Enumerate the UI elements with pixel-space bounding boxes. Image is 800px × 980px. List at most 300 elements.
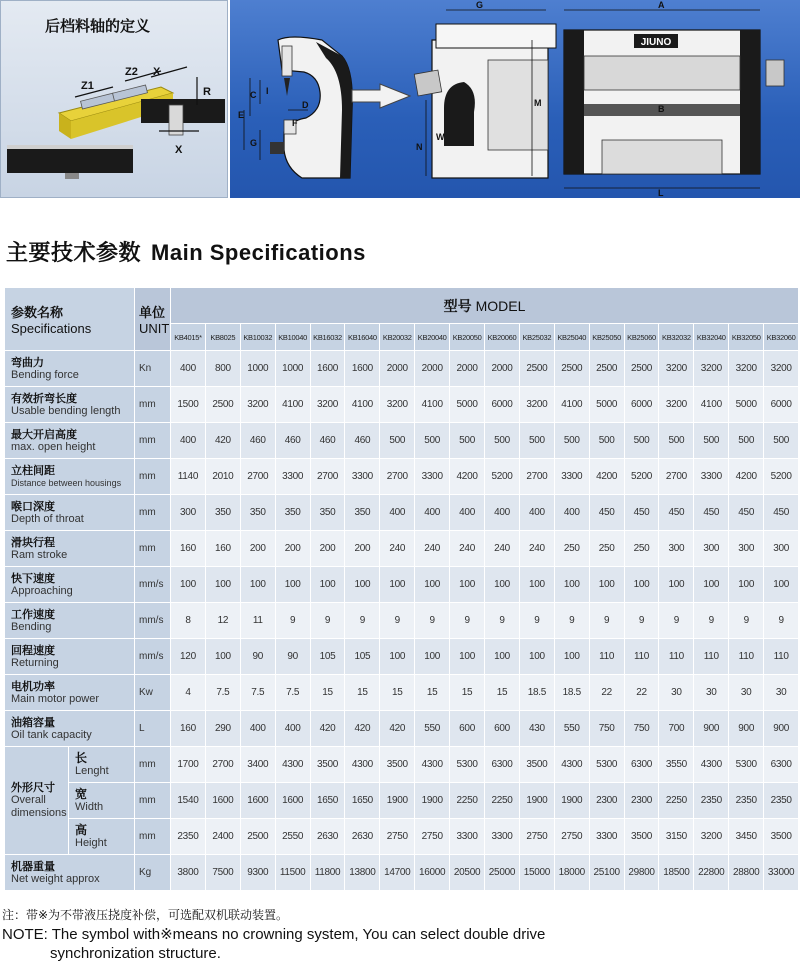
model-code: KB20050 [450, 324, 485, 351]
spec-value: 4200 [450, 459, 485, 495]
unit-cell: mm [135, 495, 171, 531]
unit-cell: mm [135, 387, 171, 423]
spec-value: 100 [624, 567, 659, 603]
spec-value: 9 [310, 603, 345, 639]
spec-value: 240 [485, 531, 520, 567]
model-code: KB32032 [659, 324, 694, 351]
spec-value: 9 [485, 603, 520, 639]
spec-value: 600 [450, 711, 485, 747]
note-zh: 注：带※为不带液压挠度补偿，可选配双机联动装置。 [2, 908, 289, 922]
spec-value: 4200 [729, 459, 764, 495]
spec-value: 500 [485, 423, 520, 459]
spec-value: 1900 [554, 783, 589, 819]
spec-row [5, 855, 799, 891]
spec-value: 3500 [310, 747, 345, 783]
dim-label-b: B [658, 104, 665, 114]
spec-value: 100 [310, 567, 345, 603]
spec-value: 420 [310, 711, 345, 747]
model-header: 型号 MODEL [171, 288, 799, 324]
spec-value: 9 [694, 603, 729, 639]
spec-value: 6300 [485, 747, 520, 783]
spec-value: 6300 [624, 747, 659, 783]
spec-label: 立柱间距 Distance between housings [5, 459, 135, 495]
spec-value: 90 [275, 639, 310, 675]
dimension-sublabel: 宽 Width [69, 783, 135, 819]
spec-value: 2000 [380, 351, 415, 387]
spec-value: 11 [240, 603, 275, 639]
spec-value: 400 [171, 351, 206, 387]
spec-value: 7.5 [205, 675, 240, 711]
spec-value: 550 [415, 711, 450, 747]
spec-value: 1900 [519, 783, 554, 819]
spec-value: 100 [380, 639, 415, 675]
spec-value: 2700 [240, 459, 275, 495]
spec-value: 800 [205, 351, 240, 387]
unit-cell: mm/s [135, 639, 171, 675]
spec-value: 2350 [729, 783, 764, 819]
spec-value: 450 [764, 495, 799, 531]
spec-value: 100 [694, 567, 729, 603]
spec-value: 750 [589, 711, 624, 747]
spec-value: 16000 [415, 855, 450, 891]
spec-row [5, 531, 799, 567]
model-code: KB32060 [764, 324, 799, 351]
spec-value: 430 [519, 711, 554, 747]
spec-value: 5200 [764, 459, 799, 495]
spec-value: 6300 [764, 747, 799, 783]
axis-label-x-top: X [153, 66, 161, 78]
spec-value: 2350 [694, 783, 729, 819]
spec-value: 200 [275, 531, 310, 567]
title-zh: 主要技术参数 [6, 241, 142, 266]
spec-value: 100 [519, 639, 554, 675]
spec-value: 420 [345, 711, 380, 747]
spec-value: 700 [659, 711, 694, 747]
spec-value: 300 [171, 495, 206, 531]
spec-value: 3300 [694, 459, 729, 495]
spec-value: 4300 [275, 747, 310, 783]
spec-value: 3200 [380, 387, 415, 423]
spec-value: 9 [275, 603, 310, 639]
spec-row [5, 351, 799, 387]
spec-value: 3300 [485, 819, 520, 855]
model-code: KB20040 [415, 324, 450, 351]
spec-value: 100 [764, 567, 799, 603]
spec-value: 460 [275, 423, 310, 459]
spec-value: 9 [345, 603, 380, 639]
spec-value: 3800 [171, 855, 206, 891]
spec-value: 100 [729, 567, 764, 603]
spec-value: 200 [345, 531, 380, 567]
spec-value: 600 [485, 711, 520, 747]
spec-row [5, 603, 799, 639]
spec-value: 500 [589, 423, 624, 459]
spec-value: 400 [275, 711, 310, 747]
spec-value: 420 [205, 423, 240, 459]
unit-cell: mm/s [135, 603, 171, 639]
spec-label: 弯曲力 Bending force [5, 351, 135, 387]
spec-value: 350 [240, 495, 275, 531]
spec-value: 9 [589, 603, 624, 639]
spec-value: 9 [659, 603, 694, 639]
spec-value: 400 [519, 495, 554, 531]
illustration-band [0, 0, 800, 200]
spec-value: 2250 [485, 783, 520, 819]
spec-value: 300 [694, 531, 729, 567]
spec-value: 3200 [659, 387, 694, 423]
spec-value: 1700 [171, 747, 206, 783]
spec-value: 25100 [589, 855, 624, 891]
dim-label-f: F [292, 118, 298, 128]
dimension-sublabel: 长 Lenght [69, 747, 135, 783]
spec-value: 1540 [171, 783, 206, 819]
spec-value: 2350 [171, 819, 206, 855]
spec-value: 400 [415, 495, 450, 531]
spec-value: 1900 [415, 783, 450, 819]
spec-value: 460 [240, 423, 275, 459]
spec-value: 100 [554, 567, 589, 603]
spec-value: 400 [380, 495, 415, 531]
dim-label-c: C [250, 90, 257, 100]
spec-value: 4100 [415, 387, 450, 423]
spec-value: 9 [554, 603, 589, 639]
spec-value: 22 [624, 675, 659, 711]
unit-cell: mm [135, 819, 171, 855]
spec-value: 2700 [519, 459, 554, 495]
spec-value: 900 [729, 711, 764, 747]
spec-value: 5200 [485, 459, 520, 495]
spec-value: 2300 [624, 783, 659, 819]
spec-value: 450 [729, 495, 764, 531]
spec-value: 30 [764, 675, 799, 711]
spec-value: 300 [659, 531, 694, 567]
axis-label-z2: Z2 [125, 66, 138, 78]
spec-value: 4300 [554, 747, 589, 783]
spec-label: 快下速度 Approaching [5, 567, 135, 603]
spec-value: 160 [171, 711, 206, 747]
spec-value: 900 [694, 711, 729, 747]
spec-value: 290 [205, 711, 240, 747]
dim-label-w: W [436, 132, 445, 142]
spec-value: 3200 [519, 387, 554, 423]
spec-value: 200 [310, 531, 345, 567]
unit-cell: mm [135, 747, 171, 783]
spec-row [5, 459, 799, 495]
spec-label: 回程速度 Returning [5, 639, 135, 675]
spec-value: 100 [589, 567, 624, 603]
spec-value: 3200 [764, 351, 799, 387]
spec-value: 120 [171, 639, 206, 675]
spec-value: 2630 [310, 819, 345, 855]
dim-label-l: L [658, 188, 664, 198]
spec-value: 1600 [240, 783, 275, 819]
spec-value: 3550 [659, 747, 694, 783]
spec-value: 1900 [380, 783, 415, 819]
unit-cell: mm [135, 783, 171, 819]
spec-value: 100 [205, 639, 240, 675]
spec-value: 11500 [275, 855, 310, 891]
spec-value: 100 [240, 567, 275, 603]
spec-value: 1500 [171, 387, 206, 423]
spec-value: 2500 [589, 351, 624, 387]
spec-value: 30 [659, 675, 694, 711]
spec-value: 3300 [589, 819, 624, 855]
spec-value: 100 [275, 567, 310, 603]
spec-value: 4100 [694, 387, 729, 423]
spec-value: 100 [554, 639, 589, 675]
spec-value: 500 [450, 423, 485, 459]
spec-value: 4 [171, 675, 206, 711]
model-code: KB32050 [729, 324, 764, 351]
model-code: KB25050 [589, 324, 624, 351]
spec-label: 喉口深度 Depth of throat [5, 495, 135, 531]
spec-value: 250 [624, 531, 659, 567]
spec-value: 110 [624, 639, 659, 675]
spec-value: 9 [624, 603, 659, 639]
spec-value: 500 [624, 423, 659, 459]
spec-label: 有效折弯长度 Usable bending length [5, 387, 135, 423]
spec-value: 500 [729, 423, 764, 459]
dim-label-g-top: G [476, 0, 484, 10]
spec-value: 9 [519, 603, 554, 639]
spec-value: 100 [415, 567, 450, 603]
spec-value: 1650 [310, 783, 345, 819]
spec-value: 18.5 [554, 675, 589, 711]
spec-value: 2500 [519, 351, 554, 387]
spec-value: 100 [485, 639, 520, 675]
spec-value: 29800 [624, 855, 659, 891]
spec-value: 240 [519, 531, 554, 567]
spec-value: 20500 [450, 855, 485, 891]
spec-label: 工作速度 Bending [5, 603, 135, 639]
spec-value: 450 [659, 495, 694, 531]
spec-value: 100 [205, 567, 240, 603]
spec-value: 7.5 [240, 675, 275, 711]
spec-value: 100 [380, 567, 415, 603]
spec-value: 160 [171, 531, 206, 567]
model-code: KB25040 [554, 324, 589, 351]
spec-value: 4300 [345, 747, 380, 783]
spec-value: 1600 [205, 783, 240, 819]
spec-value: 9 [729, 603, 764, 639]
spec-value: 460 [310, 423, 345, 459]
spec-value: 3500 [624, 819, 659, 855]
spec-value: 100 [415, 639, 450, 675]
lower-beam [7, 147, 133, 173]
unit-cell: Kg [135, 855, 171, 891]
model-code: KB10032 [240, 324, 275, 351]
unit-cell: mm [135, 423, 171, 459]
backgauge-axis-panel [0, 0, 228, 198]
title-en: Main Specifications [151, 240, 366, 265]
spec-value: 30 [729, 675, 764, 711]
spec-value: 1000 [240, 351, 275, 387]
spec-value: 500 [415, 423, 450, 459]
spec-value: 500 [519, 423, 554, 459]
spec-value: 400 [485, 495, 520, 531]
unit-cell: mm [135, 459, 171, 495]
spec-value: 200 [240, 531, 275, 567]
spec-value: 15 [485, 675, 520, 711]
spec-value: 2700 [310, 459, 345, 495]
spec-value: 90 [240, 639, 275, 675]
spec-row [5, 387, 799, 423]
spec-value: 25000 [485, 855, 520, 891]
spec-value: 100 [450, 567, 485, 603]
spec-value: 250 [554, 531, 589, 567]
spec-value: 400 [554, 495, 589, 531]
spec-value: 33000 [764, 855, 799, 891]
spec-value: 3200 [694, 819, 729, 855]
spec-value: 500 [554, 423, 589, 459]
spec-value: 3200 [694, 351, 729, 387]
spec-value: 3300 [345, 459, 380, 495]
spec-value: 5300 [450, 747, 485, 783]
unit-cell: mm [135, 531, 171, 567]
spec-value: 3150 [659, 819, 694, 855]
spec-value: 240 [415, 531, 450, 567]
spec-value: 500 [694, 423, 729, 459]
spec-value: 100 [450, 639, 485, 675]
spec-value: 3500 [764, 819, 799, 855]
spec-label: 油箱容量 Oil tank capacity [5, 711, 135, 747]
spec-value: 450 [624, 495, 659, 531]
unit-cell: mm/s [135, 567, 171, 603]
spec-row [5, 423, 799, 459]
spec-value: 240 [450, 531, 485, 567]
spec-value: 5000 [589, 387, 624, 423]
spec-value: 240 [380, 531, 415, 567]
spec-value: 9 [380, 603, 415, 639]
spec-value: 7.5 [275, 675, 310, 711]
spec-value: 2700 [659, 459, 694, 495]
param-header: 参数名称 Specifications [5, 288, 135, 351]
model-code: KB25032 [519, 324, 554, 351]
spec-value: 3200 [310, 387, 345, 423]
axis-label-x-bottom: X [175, 144, 183, 156]
spec-value: 450 [694, 495, 729, 531]
spec-value: 9 [450, 603, 485, 639]
spec-value: 1600 [345, 351, 380, 387]
spec-value: 110 [729, 639, 764, 675]
dimension-sublabel: 高 Height [69, 819, 135, 855]
dim-label-d: D [302, 100, 309, 110]
spec-value: 550 [554, 711, 589, 747]
header-row [5, 288, 799, 324]
spec-value: 2700 [205, 747, 240, 783]
spec-value: 3300 [450, 819, 485, 855]
dimension-row [5, 747, 799, 783]
spec-value: 4100 [345, 387, 380, 423]
spec-value: 2500 [624, 351, 659, 387]
spec-value: 500 [764, 423, 799, 459]
spec-value: 14700 [380, 855, 415, 891]
spec-value: 15 [380, 675, 415, 711]
unit-cell: Kn [135, 351, 171, 387]
spec-value: 100 [519, 567, 554, 603]
spec-value: 110 [764, 639, 799, 675]
spec-value: 100 [485, 567, 520, 603]
spec-value: 110 [694, 639, 729, 675]
spec-value: 2700 [380, 459, 415, 495]
spec-value: 3300 [275, 459, 310, 495]
dimension-row [5, 783, 799, 819]
spec-value: 18000 [554, 855, 589, 891]
model-code: KB20032 [380, 324, 415, 351]
spec-value: 3450 [729, 819, 764, 855]
spec-value: 12 [205, 603, 240, 639]
spec-value: 3300 [554, 459, 589, 495]
spec-value: 2500 [554, 351, 589, 387]
spec-value: 460 [345, 423, 380, 459]
spec-value: 15 [345, 675, 380, 711]
model-code: KB20060 [485, 324, 520, 351]
spec-row [5, 495, 799, 531]
spec-value: 3200 [729, 351, 764, 387]
spec-value: 500 [659, 423, 694, 459]
spec-value: 22800 [694, 855, 729, 891]
spec-value: 15000 [519, 855, 554, 891]
spec-value: 750 [624, 711, 659, 747]
spec-value: 2010 [205, 459, 240, 495]
spec-value: 2630 [345, 819, 380, 855]
spec-value: 350 [345, 495, 380, 531]
spec-value: 350 [205, 495, 240, 531]
spec-value: 1600 [275, 783, 310, 819]
spec-value: 2750 [380, 819, 415, 855]
spec-value: 5300 [589, 747, 624, 783]
spec-value: 2500 [205, 387, 240, 423]
spec-value: 2350 [764, 783, 799, 819]
dim-label-m: M [534, 98, 542, 108]
spec-value: 1000 [275, 351, 310, 387]
model-code: KB16032 [310, 324, 345, 351]
dim-label-e: E [238, 110, 245, 120]
note-en: NOTE: The symbol with※means no crowning system, You can select double drive synchronization structure. [2, 926, 546, 962]
spec-table [4, 287, 799, 891]
spec-value: 18.5 [519, 675, 554, 711]
spec-value: 2750 [519, 819, 554, 855]
spec-value: 4300 [694, 747, 729, 783]
spec-value: 2250 [450, 783, 485, 819]
spec-value: 2000 [450, 351, 485, 387]
spec-value: 105 [345, 639, 380, 675]
spec-value: 4200 [589, 459, 624, 495]
spec-value: 28800 [729, 855, 764, 891]
spec-value: 13800 [345, 855, 380, 891]
spec-label: 电机功率 Main motor power [5, 675, 135, 711]
spec-value: 1650 [345, 783, 380, 819]
spec-value: 450 [589, 495, 624, 531]
spec-value: 3500 [519, 747, 554, 783]
spec-value: 250 [589, 531, 624, 567]
unit-header: 单位 UNIT [135, 288, 171, 351]
spec-value: 2300 [589, 783, 624, 819]
spec-value: 4100 [554, 387, 589, 423]
spec-value: 160 [205, 531, 240, 567]
spec-value: 2000 [415, 351, 450, 387]
spec-row [5, 567, 799, 603]
spec-value: 110 [659, 639, 694, 675]
brand-logo-text: JIUNO [640, 37, 672, 48]
spec-value: 100 [345, 567, 380, 603]
backgauge-axis-drawing [1, 1, 229, 199]
spec-value: 400 [450, 495, 485, 531]
spec-value: 2000 [485, 351, 520, 387]
spec-value: 2400 [205, 819, 240, 855]
spec-value: 350 [310, 495, 345, 531]
unit-cell: L [135, 711, 171, 747]
